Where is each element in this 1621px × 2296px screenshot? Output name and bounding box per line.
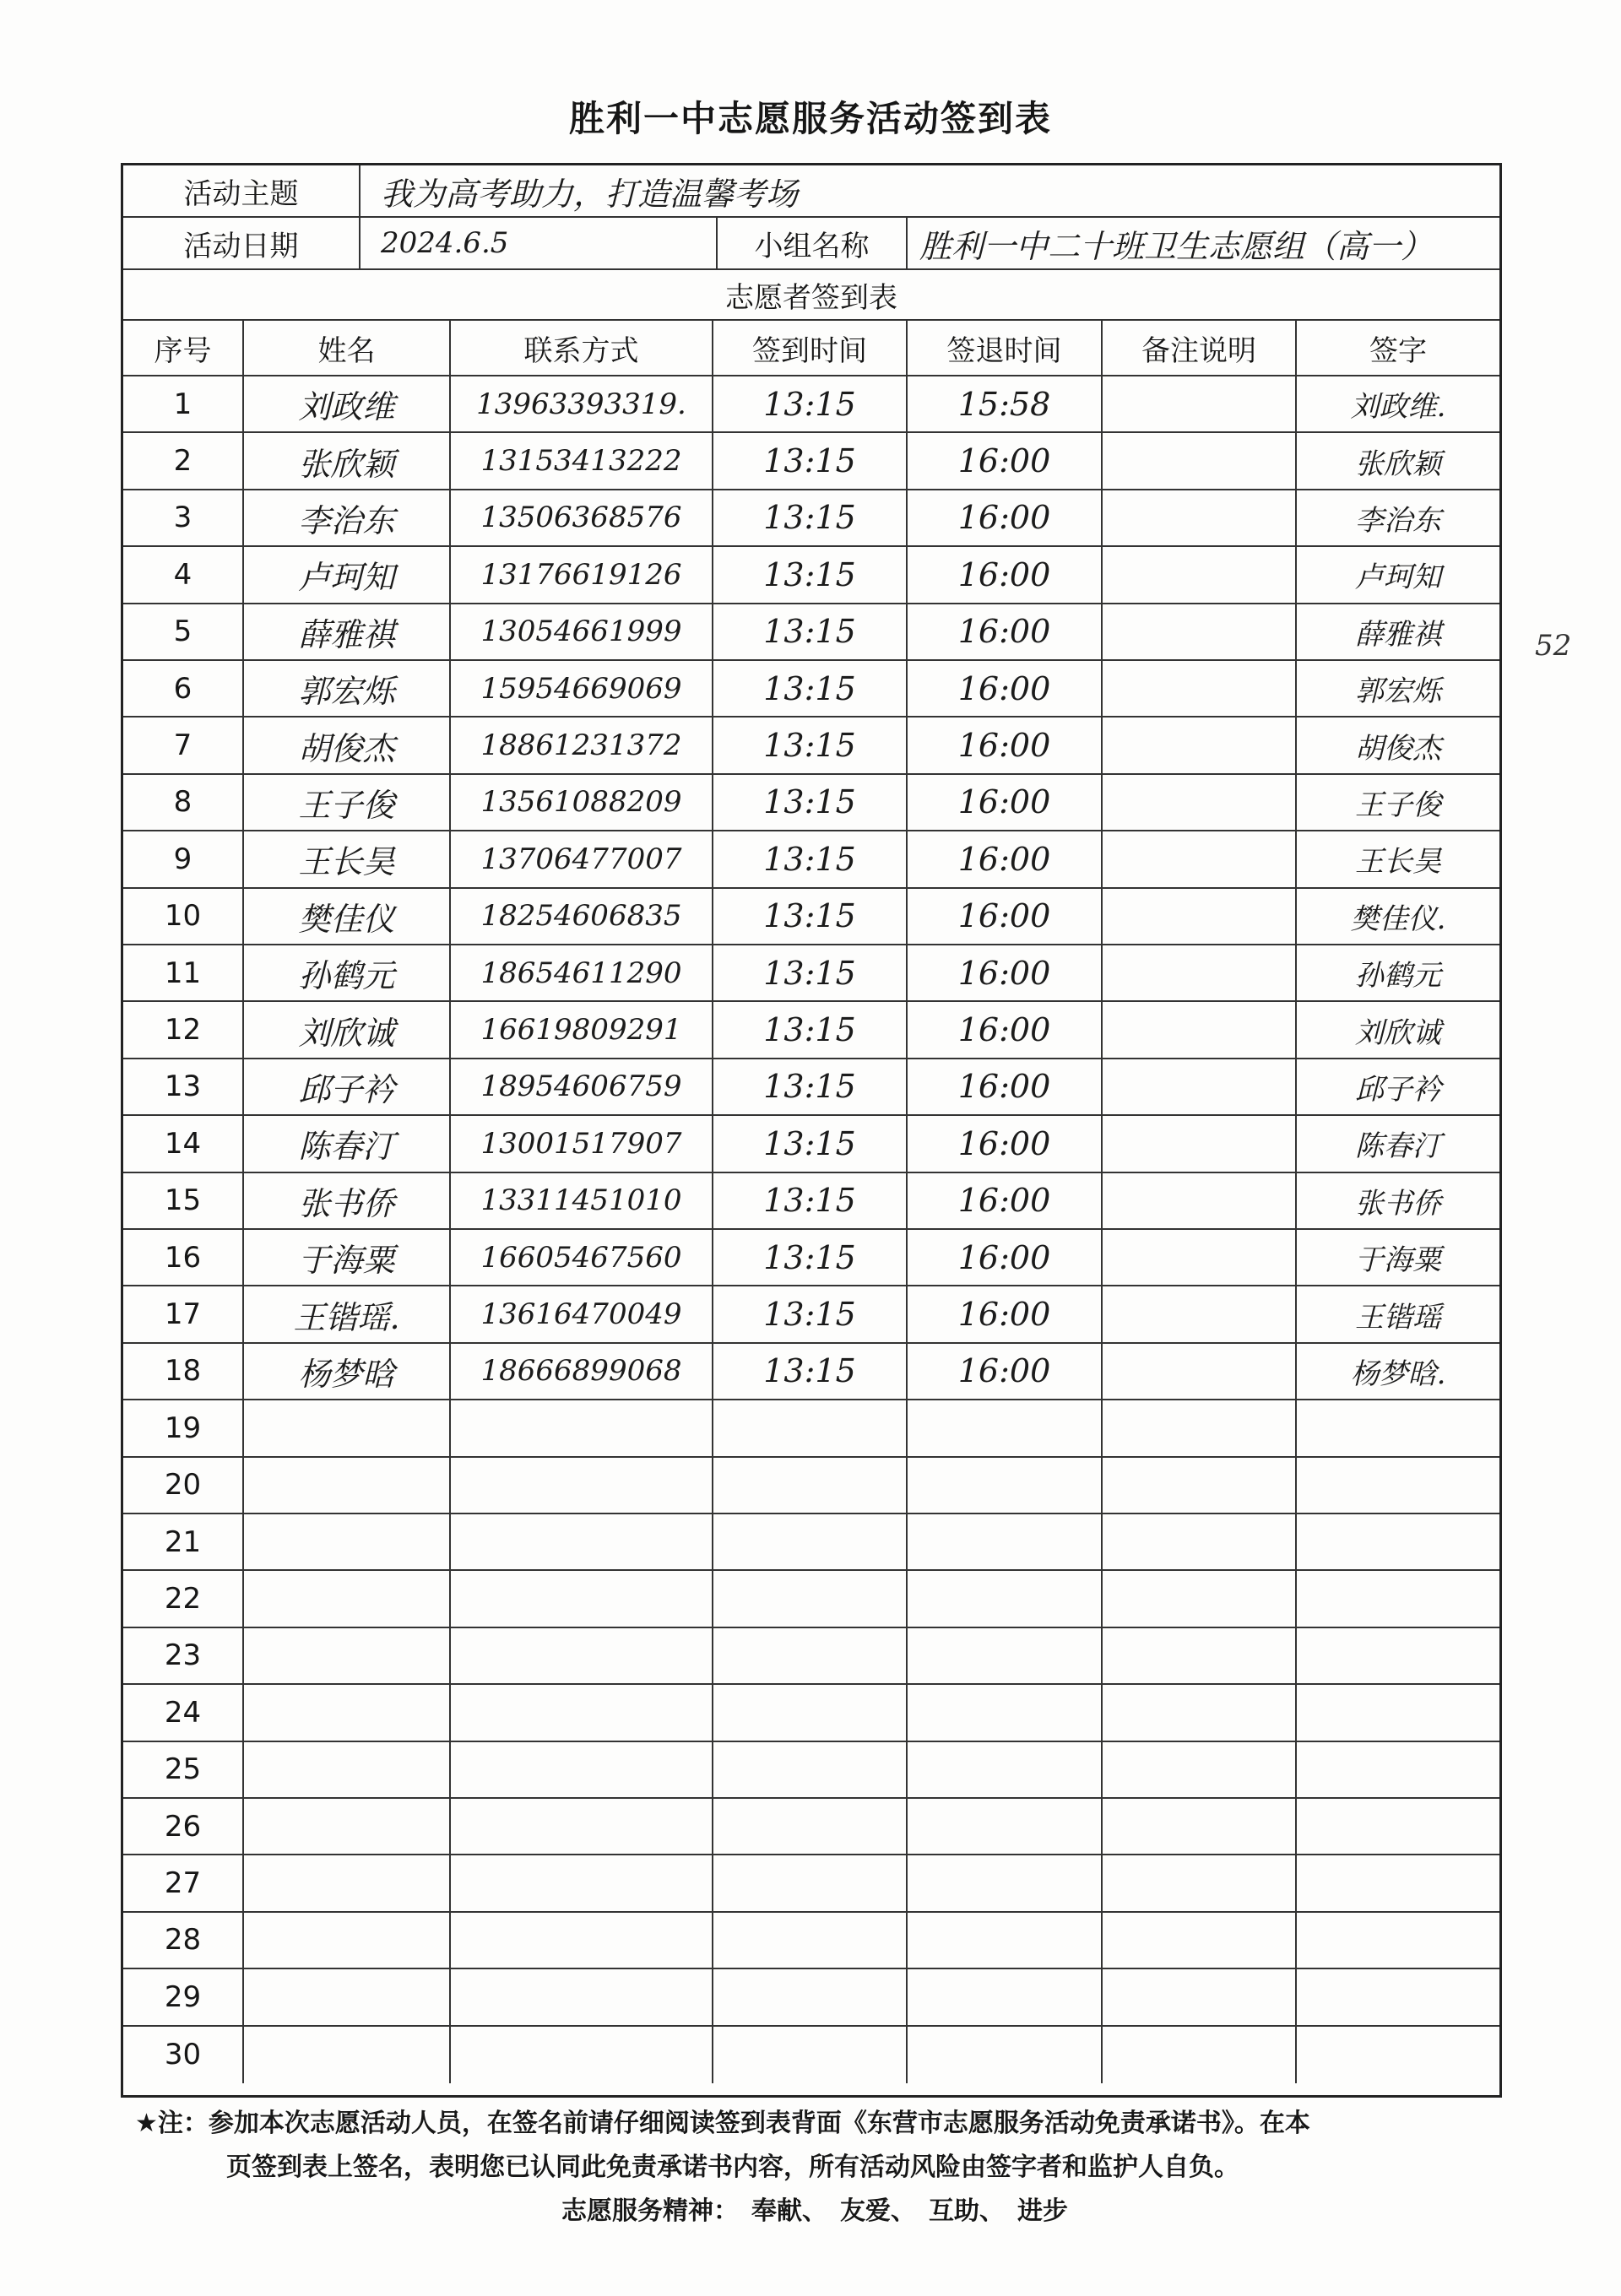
remarks: [1103, 1913, 1297, 1968]
column-header-remarks: 备注说明: [1103, 321, 1297, 375]
volunteer-name: 刘政维: [244, 376, 451, 431]
contact-phone: [451, 1742, 713, 1797]
signature: 杨梦晗.: [1350, 1356, 1446, 1391]
group-label: 小组名称: [718, 218, 908, 268]
sign-out-time: 16:00: [908, 1002, 1103, 1057]
remarks: [1103, 2027, 1297, 2083]
row-number: 23: [123, 1628, 244, 1683]
volunteer-name: [244, 2027, 451, 2083]
sign-in-time: 13:15: [713, 1344, 908, 1399]
contact-phone: 16605467560: [451, 1230, 713, 1285]
sign-in-time: 13:15: [713, 889, 908, 944]
remarks: [1103, 945, 1297, 1000]
row-number: 14: [123, 1116, 244, 1171]
table-row: [123, 661, 1499, 718]
table-row: [123, 433, 1499, 490]
sign-out-time: [908, 1571, 1103, 1626]
table-row: [123, 1855, 1499, 1912]
sign-in-time: [713, 1628, 908, 1683]
sign-out-time: [908, 1400, 1103, 1455]
remarks: [1103, 1799, 1297, 1854]
row-number: 15: [123, 1173, 244, 1228]
contact-phone: 13561088209: [451, 775, 713, 830]
volunteer-name: [244, 1685, 451, 1740]
table-row: [123, 1514, 1499, 1571]
signature: 陈春汀: [1355, 1129, 1441, 1164]
table-row: [123, 376, 1499, 433]
remarks: [1103, 604, 1297, 659]
column-header-row-number: 序号: [123, 321, 244, 375]
contact-phone: 18654611290: [451, 945, 713, 1000]
table-row: [123, 1002, 1499, 1059]
row-number: 13: [123, 1059, 244, 1114]
sign-out-time: [908, 1969, 1103, 2024]
row-number: 30: [123, 2027, 244, 2083]
row-number: 9: [123, 831, 244, 886]
theme-label: 活动主题: [123, 165, 361, 216]
signature: [1297, 1458, 1499, 1513]
sign-in-time: [713, 1514, 908, 1569]
signature: [1297, 1514, 1499, 1569]
contact-phone: 18666899068: [451, 1344, 713, 1399]
signature: 卢珂知: [1355, 560, 1441, 595]
volunteer-name: [244, 1571, 451, 1626]
signature: [1297, 1628, 1499, 1683]
row-number: 1: [123, 376, 244, 431]
row-number: 20: [123, 1458, 244, 1513]
signature: 樊佳仪.: [1350, 902, 1446, 936]
sign-out-time: 16:00: [908, 831, 1103, 886]
sign-in-time: 13:15: [713, 433, 908, 488]
table-row: [123, 1628, 1499, 1685]
table-row: [123, 1969, 1499, 2026]
signature: 胡俊杰: [1355, 731, 1441, 766]
row-number: 27: [123, 1855, 244, 1910]
contact-phone: [451, 1400, 713, 1455]
signature: [1297, 1685, 1499, 1740]
sign-out-time: 16:00: [908, 1286, 1103, 1341]
signature: 王锴瑶: [1355, 1300, 1441, 1335]
sign-out-time: 16:00: [908, 490, 1103, 545]
signature: [1297, 1969, 1499, 2024]
row-number: 22: [123, 1571, 244, 1626]
sign-in-time: [713, 1855, 908, 1910]
table-row: [123, 1230, 1499, 1286]
row-number: 24: [123, 1685, 244, 1740]
remarks: [1103, 1116, 1297, 1171]
signature: [1297, 1855, 1499, 1910]
sign-in-time: [713, 1969, 908, 2024]
row-number: 29: [123, 1969, 244, 2024]
volunteer-name: 刘欣诚: [244, 1002, 451, 1057]
remarks: [1103, 718, 1297, 772]
remarks: [1103, 1286, 1297, 1341]
table-row: [123, 1173, 1499, 1230]
remarks: [1103, 775, 1297, 830]
row-number: 28: [123, 1913, 244, 1968]
table-row: [123, 490, 1499, 547]
row-number: 2: [123, 433, 244, 488]
volunteer-name: [244, 1913, 451, 1968]
row-number: 12: [123, 1002, 244, 1057]
contact-phone: [451, 1514, 713, 1569]
section-title-row: [123, 270, 1499, 321]
sign-in-time: [713, 1913, 908, 1968]
contact-phone: 18861231372: [451, 718, 713, 772]
remarks: [1103, 661, 1297, 716]
volunteer-spirit-line: 志愿服务精神： 奉献、 友爱、 互助、 进步: [561, 2196, 1068, 2226]
signature: 王长昊: [1355, 845, 1441, 880]
contact-phone: 13616470049: [451, 1286, 713, 1341]
remarks: [1103, 1400, 1297, 1455]
table-row: [123, 1685, 1499, 1741]
volunteer-name: [244, 1514, 451, 1569]
contact-phone: 13506368576: [451, 490, 713, 545]
sign-out-time: [908, 1742, 1103, 1797]
contact-phone: 13176619126: [451, 547, 713, 602]
remarks: [1103, 831, 1297, 886]
sign-in-time: [713, 1799, 908, 1854]
sign-in-time: 13:15: [713, 718, 908, 772]
table-row: [123, 775, 1499, 831]
volunteer-name: [244, 1969, 451, 2024]
remarks: [1103, 1855, 1297, 1910]
sign-out-time: 16:00: [908, 775, 1103, 830]
column-header-sign-out-time: 签退时间: [908, 321, 1103, 375]
sign-in-time: 13:15: [713, 775, 908, 830]
signature: 于海粟: [1355, 1243, 1441, 1278]
table-row: [123, 547, 1499, 604]
volunteer-name: [244, 1855, 451, 1910]
contact-phone: [451, 1913, 713, 1968]
signature: 孙鹤元: [1355, 959, 1441, 994]
contact-phone: [451, 1969, 713, 2024]
column-header-sign-in-time: 签到时间: [713, 321, 908, 375]
contact-phone: [451, 1458, 713, 1513]
signature: [1297, 2027, 1499, 2083]
column-header-volunteer-name: 姓名: [244, 321, 451, 375]
date-label: 活动日期: [123, 218, 361, 268]
signature: 郭宏烁: [1355, 674, 1441, 709]
table-row: [123, 1571, 1499, 1627]
remarks: [1103, 376, 1297, 431]
sign-out-time: [908, 1685, 1103, 1740]
sign-in-time: 13:15: [713, 831, 908, 886]
sign-out-time: 16:00: [908, 718, 1103, 772]
row-number: 25: [123, 1742, 244, 1797]
row-number: 8: [123, 775, 244, 830]
signature: 张欣颖: [1355, 447, 1441, 481]
volunteer-name: 胡俊杰: [244, 718, 451, 772]
remarks: [1103, 433, 1297, 488]
row-number: 18: [123, 1344, 244, 1399]
remarks: [1103, 1571, 1297, 1626]
sign-out-time: 16:00: [908, 1230, 1103, 1285]
column-header-signature: 签字: [1369, 333, 1427, 368]
volunteer-name: 王长昊: [244, 831, 451, 886]
sign-in-time: 13:15: [713, 1002, 908, 1057]
table-row: [123, 604, 1499, 661]
volunteer-name: 樊佳仪: [244, 889, 451, 944]
table-row: [123, 1742, 1499, 1799]
row-number: 16: [123, 1230, 244, 1285]
signature: [1297, 1400, 1499, 1455]
volunteer-name: [244, 1742, 451, 1797]
sign-out-time: 16:00: [908, 1116, 1103, 1171]
remarks: [1103, 1514, 1297, 1569]
row-number: 6: [123, 661, 244, 716]
sign-in-time: 13:15: [713, 376, 908, 431]
table-row: [123, 1286, 1499, 1343]
table-row: [123, 1059, 1499, 1116]
volunteer-name: 杨梦晗: [244, 1344, 451, 1399]
signature: 邱子衿: [1355, 1072, 1441, 1107]
sign-in-sheet: [121, 163, 1502, 2098]
contact-phone: [451, 2027, 713, 2083]
volunteer-name: [244, 1400, 451, 1455]
table-row: [123, 1344, 1499, 1400]
volunteer-name: [244, 1628, 451, 1683]
sign-out-time: 16:00: [908, 1173, 1103, 1228]
remarks: [1103, 1002, 1297, 1057]
row-number: 3: [123, 490, 244, 545]
contact-phone: 18254606835: [451, 889, 713, 944]
group-value: 胜利一中二十班卫生志愿组（高一）: [919, 227, 1434, 265]
volunteer-name: 于海粟: [244, 1230, 451, 1285]
sign-in-time: 13:15: [713, 604, 908, 659]
sign-in-time: [713, 1685, 908, 1740]
row-number: 26: [123, 1799, 244, 1854]
sign-out-time: 16:00: [908, 661, 1103, 716]
volunteer-name: [244, 1799, 451, 1854]
remarks: [1103, 1458, 1297, 1513]
sign-out-time: [908, 1628, 1103, 1683]
signature: 王子俊: [1355, 788, 1441, 822]
contact-phone: [451, 1628, 713, 1683]
sign-out-time: 16:00: [908, 945, 1103, 1000]
form-title: 胜利一中志愿服务活动签到表: [568, 98, 1052, 139]
sign-in-time: 13:15: [713, 1286, 908, 1341]
signature: 薛雅祺: [1355, 617, 1441, 652]
signature: 刘欣诚: [1355, 1015, 1441, 1050]
signature: 张书侨: [1355, 1186, 1441, 1221]
signature: 李治东: [1355, 503, 1441, 538]
volunteer-name: 王子俊: [244, 775, 451, 830]
sign-in-time: [713, 2027, 908, 2083]
table-row: [123, 945, 1499, 1002]
remarks: [1103, 1059, 1297, 1114]
row-number: 21: [123, 1514, 244, 1569]
remarks: [1103, 1173, 1297, 1228]
date-group-row: [123, 218, 1499, 270]
notes-line-1: ★注：参加本次志愿活动人员，在签名前请仔细阅读签到表背面《东营市志愿服务活动免责承诺书》。在本: [135, 2109, 1310, 2138]
signature: [1297, 1571, 1499, 1626]
table-header: [123, 321, 1499, 376]
theme-value: 我为高考助力，打造温馨考场: [381, 175, 799, 213]
signature: 刘政维.: [1350, 390, 1446, 425]
row-number: 17: [123, 1286, 244, 1341]
column-header-contact-phone: 联系方式: [451, 321, 713, 375]
contact-phone: 18954606759: [451, 1059, 713, 1114]
table-row: [123, 831, 1499, 888]
sign-in-time: [713, 1742, 908, 1797]
volunteer-name: 李治东: [244, 490, 451, 545]
sign-out-time: [908, 1514, 1103, 1569]
sign-out-time: 16:00: [908, 433, 1103, 488]
sign-out-time: 16:00: [908, 604, 1103, 659]
table-row: [123, 1799, 1499, 1855]
table-row: [123, 718, 1499, 774]
theme-row: [123, 165, 1499, 218]
row-number: 5: [123, 604, 244, 659]
contact-phone: 13963393319.: [451, 376, 713, 431]
contact-phone: [451, 1799, 713, 1854]
table-row: [123, 1116, 1499, 1172]
section-title: 志愿者签到表: [725, 280, 897, 315]
contact-phone: [451, 1855, 713, 1910]
row-number: 4: [123, 547, 244, 602]
row-number: 19: [123, 1400, 244, 1455]
remarks: [1103, 1628, 1297, 1683]
remarks: [1103, 1230, 1297, 1285]
remarks: [1103, 547, 1297, 602]
contact-phone: 13001517907: [451, 1116, 713, 1171]
contact-phone: 16619809291: [451, 1002, 713, 1057]
contact-phone: 13311451010: [451, 1173, 713, 1228]
remarks: [1103, 889, 1297, 944]
sign-out-time: [908, 2027, 1103, 2083]
date-value: 2024.6.5: [361, 218, 718, 268]
contact-phone: 13054661999: [451, 604, 713, 659]
volunteer-name: 邱子衿: [244, 1059, 451, 1114]
volunteer-name: 陈春汀: [244, 1116, 451, 1171]
sign-in-time: 13:15: [713, 945, 908, 1000]
row-number: 10: [123, 889, 244, 944]
table-row: [123, 1458, 1499, 1514]
sign-out-time: 16:00: [908, 1059, 1103, 1114]
sign-in-time: 13:15: [713, 661, 908, 716]
volunteer-name: 薛雅祺: [244, 604, 451, 659]
sign-in-time: 13:15: [713, 1059, 908, 1114]
volunteer-name: 卢珂知: [244, 547, 451, 602]
signature: [1297, 1742, 1499, 1797]
table-row: [123, 1400, 1499, 1457]
contact-phone: 13153413222: [451, 433, 713, 488]
volunteer-name: 郭宏烁: [244, 661, 451, 716]
sign-in-time: 13:15: [713, 490, 908, 545]
margin-mark: 52: [1535, 629, 1572, 663]
sign-in-time: [713, 1458, 908, 1513]
sign-in-time: 13:15: [713, 547, 908, 602]
sign-out-time: 15:58: [908, 376, 1103, 431]
sign-in-time: 13:15: [713, 1173, 908, 1228]
footer-notes: [135, 2102, 1494, 2234]
table-row: [123, 1913, 1499, 1969]
sign-out-time: [908, 1855, 1103, 1910]
remarks: [1103, 490, 1297, 545]
table-row: [123, 889, 1499, 945]
sign-out-time: [908, 1913, 1103, 1968]
contact-phone: [451, 1685, 713, 1740]
row-number: 7: [123, 718, 244, 772]
row-number: 11: [123, 945, 244, 1000]
sign-out-time: [908, 1799, 1103, 1854]
remarks: [1103, 1344, 1297, 1399]
sign-in-time: 13:15: [713, 1116, 908, 1171]
sign-out-time: 16:00: [908, 1344, 1103, 1399]
sign-in-time: 13:15: [713, 1230, 908, 1285]
contact-phone: 13706477007: [451, 831, 713, 886]
sign-out-time: 16:00: [908, 889, 1103, 944]
sign-out-time: 16:00: [908, 547, 1103, 602]
notes-line-2: 页签到表上签名，表明您已认同此免责承诺书内容，所有活动风险由签字者和监护人自负。: [226, 2152, 1239, 2182]
sign-out-time: [908, 1458, 1103, 1513]
volunteer-name: 孙鹤元: [244, 945, 451, 1000]
signature: [1297, 1799, 1499, 1854]
volunteer-name: 张欣颖: [244, 433, 451, 488]
volunteer-name: 张书侨: [244, 1173, 451, 1228]
sign-in-time: [713, 1571, 908, 1626]
contact-phone: 15954669069: [451, 661, 713, 716]
remarks: [1103, 1742, 1297, 1797]
volunteer-name: 王锴瑶.: [244, 1286, 451, 1341]
signature: [1297, 1913, 1499, 1968]
volunteer-name: [244, 1458, 451, 1513]
sign-in-time: [713, 1400, 908, 1455]
contact-phone: [451, 1571, 713, 1626]
remarks: [1103, 1969, 1297, 2024]
table-row: [123, 2027, 1499, 2083]
remarks: [1103, 1685, 1297, 1740]
